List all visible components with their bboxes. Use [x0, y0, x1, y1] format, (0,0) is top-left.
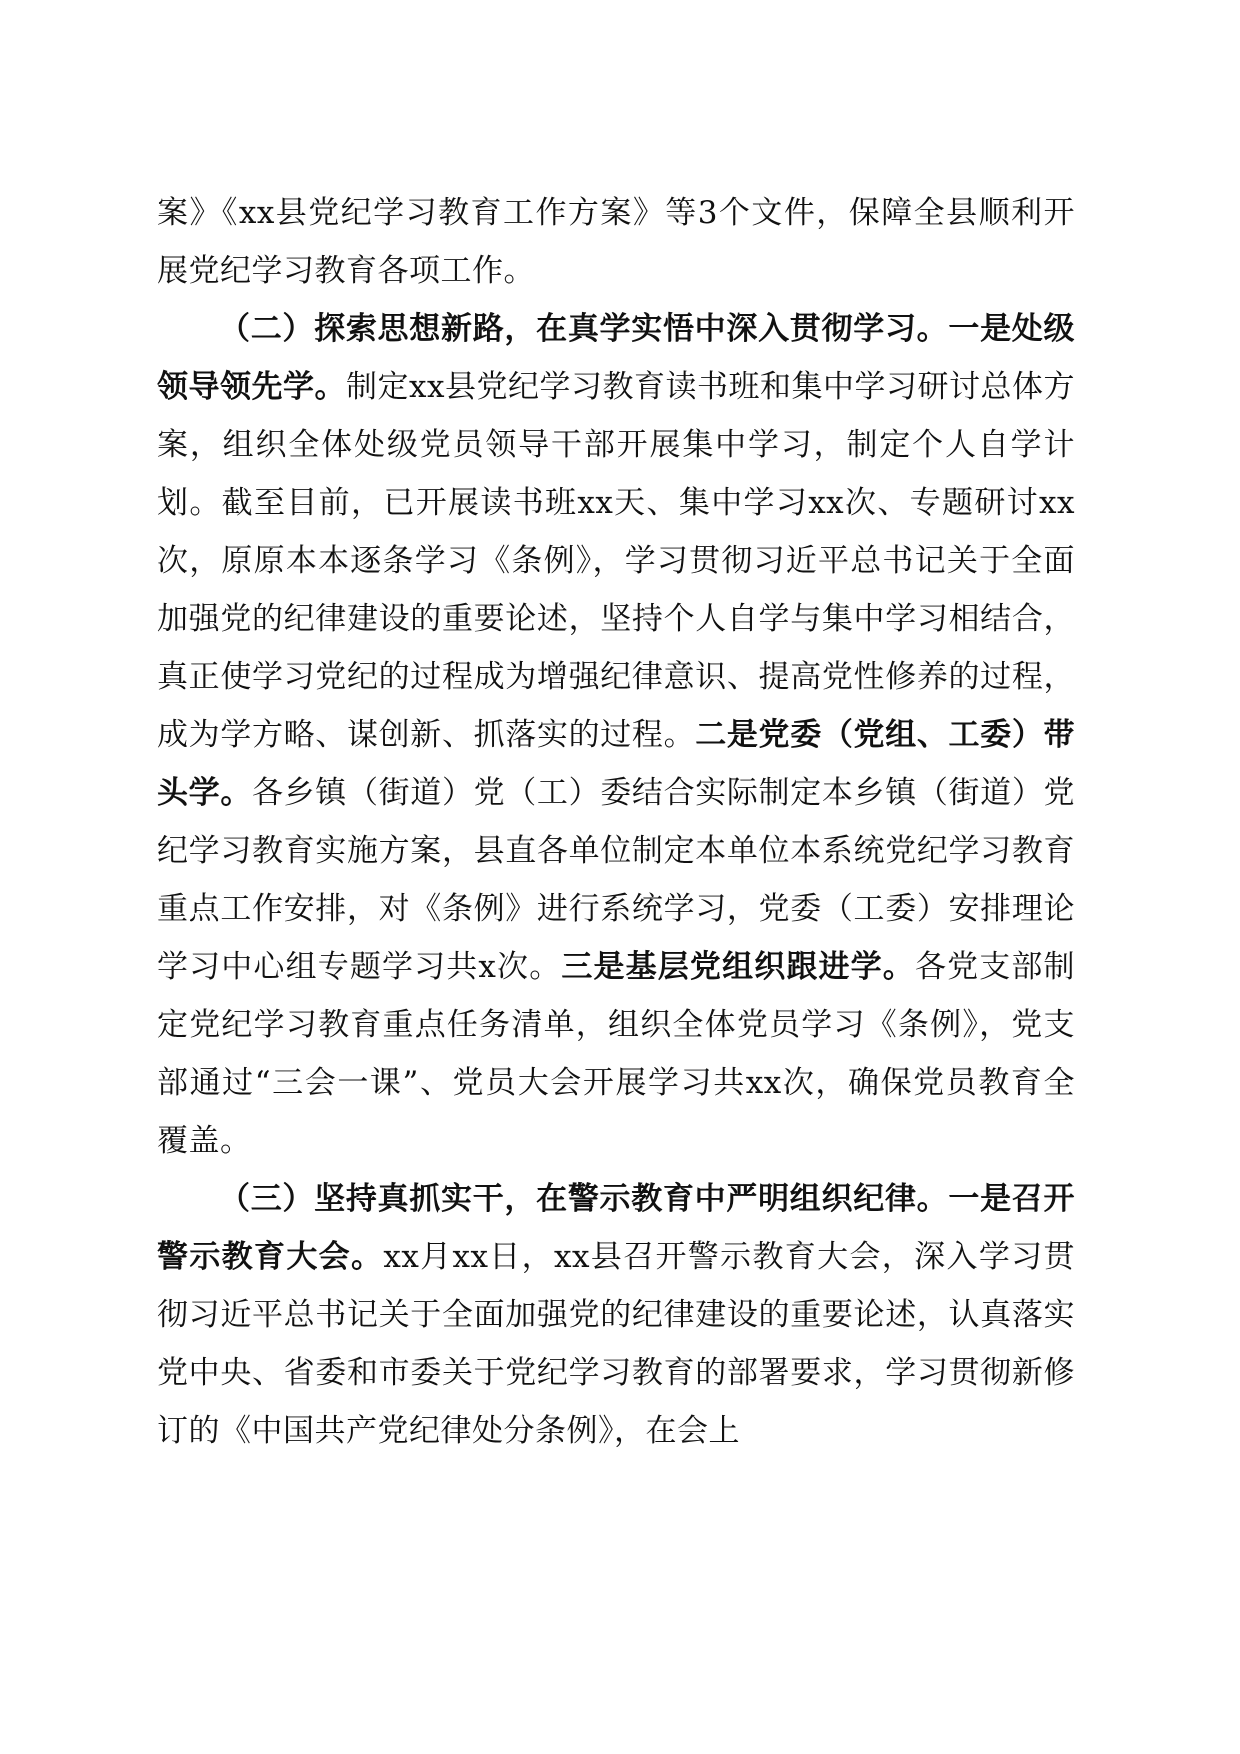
paragraph-section-3: [157, 1170, 1075, 1460]
point-title: 三是基层党组织跟进学。: [561, 949, 915, 985]
point-text: xx月xx日，xx县召开警示教育大会，深入学习贯彻习近平总书记关于全面加强党的纪律建设的重要论述，认真落实党中央、省委和市委关于党纪学习教育的部署要求，学习贯彻新修订的《中国共产党纪律处分条例》，在会上: [157, 1239, 1075, 1449]
document-body: [157, 184, 1075, 1460]
point-title: 一是处级领导领先学。: [157, 311, 1076, 405]
section-heading: （三）坚持真抓实干，在警示教育中严明组织纪律。: [219, 1181, 949, 1217]
paragraph-section-2: [157, 300, 1075, 1170]
point-title: 二是党委（党组、工委）带头学。: [157, 717, 1076, 811]
point-title: 一是召开警示教育大会。: [157, 1181, 1076, 1275]
point-text: 制定xx县党纪学习教育读书班和集中学习研讨总体方案，组织全体处级党员领导干部开展集中学习，制定个人自学计划。截至目前，已开展读书班xx天、集中学习xx次、专题研讨xx次，原原本本逐条学习《条例》，学习贯彻习近平总书记关于全面加强党的纪律建设的重要论述，坚持个人自学与集中学习相结合，真正使学习党纪的过程成为增强纪律意识、提高党性修养的过程，成为学方略、谋创新、抓落实的过程。: [157, 369, 1076, 753]
point-text: 各乡镇（街道）党（工）委结合实际制定本乡镇（街道）党纪学习教育实施方案，县直各单位制定本单位本系统党纪学习教育重点工作安排，对《条例》进行系统学习，党委（工委）安排理论学习中心组专题学习共x次。: [157, 775, 1075, 985]
point-text: 各党支部制定党纪学习教育重点任务清单，组织全体党员学习《条例》，党支部通过“三会一课”、党员大会开展学习共xx次，确保党员教育全覆盖。: [157, 949, 1076, 1159]
section-heading: （二）探索思想新路，在真学实悟中深入贯彻学习。: [219, 311, 949, 347]
paragraph-continuation: [157, 184, 1075, 300]
paragraph-text: 案》《xx县党纪学习教育工作方案》等3个文件，保障全县顺利开展党纪学习教育各项工作。: [157, 195, 1075, 289]
